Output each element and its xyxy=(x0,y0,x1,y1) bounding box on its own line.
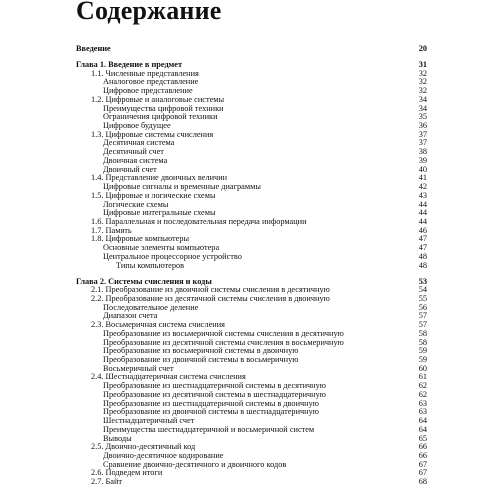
toc-entry-row[interactable] xyxy=(0,243,500,252)
toc-page-number: 66 xyxy=(418,450,427,460)
toc-page-number: 66 xyxy=(418,442,427,452)
toc-page-number: 37 xyxy=(418,129,427,139)
toc-entry-title: Диапазон счета xyxy=(103,311,158,321)
toc-page-number: 32 xyxy=(418,77,427,87)
toc-page-number: 44 xyxy=(418,208,427,218)
toc-page-number: 65 xyxy=(418,433,427,443)
toc-page-number: 68 xyxy=(418,477,427,487)
toc-entry-title: 2.6. Подведем итоги xyxy=(91,468,163,478)
toc-entry-title: Десятичная система xyxy=(103,138,175,148)
toc-page-number: 47 xyxy=(418,243,427,253)
toc-entry-row[interactable] xyxy=(0,399,500,408)
toc-entry-title: 1.7. Память xyxy=(91,225,132,235)
toc-entry-row[interactable] xyxy=(0,372,500,381)
toc-entry-title: Логические схемы xyxy=(103,199,169,209)
toc-entry-row[interactable] xyxy=(0,468,500,477)
toc-entry-row[interactable] xyxy=(0,234,500,243)
toc-page-number: 67 xyxy=(418,459,427,469)
toc-page-number: 59 xyxy=(418,355,427,365)
toc-entry-row[interactable] xyxy=(0,69,500,78)
toc-entry-row[interactable] xyxy=(0,95,500,104)
toc-entry-title: 1.2. Цифровые и аналоговые системы xyxy=(91,94,225,104)
toc-entry-title: 1.3. Цифровые системы счисления xyxy=(91,129,214,139)
toc-page-number: 48 xyxy=(418,251,427,261)
toc-entry-row[interactable] xyxy=(0,407,500,416)
toc-entry-row[interactable] xyxy=(0,104,500,113)
toc-entry-row[interactable] xyxy=(0,442,500,451)
toc-entry-title: Восьмеричный счет xyxy=(103,363,174,373)
toc-entry-title: 1.8. Цифровые компьютеры xyxy=(91,234,190,244)
toc-entry-row[interactable] xyxy=(0,147,500,156)
toc-page-number: 44 xyxy=(418,199,427,209)
toc-page-number: 42 xyxy=(418,182,427,192)
toc-page-number: 44 xyxy=(418,216,427,226)
toc-page-number: 43 xyxy=(418,190,427,200)
toc-page-number: 61 xyxy=(418,372,427,382)
toc-entry-row[interactable] xyxy=(0,217,500,226)
toc-entry-title: Глава 1. Введение в предмет xyxy=(76,60,183,69)
toc-entry-title: Цифровое будущее xyxy=(103,121,171,131)
toc-entry-title: Преобразование из восьмеричной системы в двоичную xyxy=(103,346,299,356)
toc-page-number: 56 xyxy=(418,302,427,312)
toc-entry-title: Шестнадцатеричный счет xyxy=(103,416,195,426)
toc-entry-row[interactable] xyxy=(0,252,500,261)
toc-entry-row[interactable] xyxy=(0,320,500,329)
toc-entry-row[interactable] xyxy=(0,381,500,390)
toc-page-number: 48 xyxy=(418,260,427,270)
page-title: Содержание xyxy=(76,0,222,25)
toc-entry-title: 1.5. Цифровые и логические схемы xyxy=(91,190,216,200)
toc-page-number: 37 xyxy=(418,138,427,148)
toc-page-number: 34 xyxy=(418,103,427,113)
toc-entry-row[interactable] xyxy=(0,416,500,425)
toc-entry-title: Преобразование из шестнадцатеричной системы в двоичную xyxy=(103,398,319,408)
toc-page-number: 63 xyxy=(418,398,427,408)
toc-entry-row[interactable] xyxy=(0,121,500,130)
toc-entry-title: Цифровые сигналы и временные диаграммы xyxy=(103,182,261,192)
toc-entry-row[interactable] xyxy=(0,156,500,165)
toc-entry-title: Десятичный счет xyxy=(103,147,164,157)
toc-entry-row[interactable] xyxy=(0,294,500,303)
toc-entry-title: Выводы xyxy=(103,433,132,443)
toc-page-number: 41 xyxy=(418,173,427,183)
toc-entry-row[interactable] xyxy=(0,425,500,434)
toc-page-number: 67 xyxy=(418,468,427,478)
toc-page-number: 57 xyxy=(418,320,427,330)
toc-entry-row[interactable] xyxy=(0,208,500,217)
toc-entry-title: 2.4. Шестнадцатеричная система счисления xyxy=(91,372,246,382)
toc-entry-title: Преобразование из двоичной системы в восьмеричную xyxy=(103,355,299,365)
toc-entry-row[interactable] xyxy=(0,311,500,320)
toc-page-number: 54 xyxy=(418,285,427,295)
toc-entry-title: 2.7. Байт xyxy=(91,477,123,487)
toc-page-number: 60 xyxy=(418,363,427,373)
toc-entry-title: Преобразование из десятичной системы счисления в восьмеричную xyxy=(103,337,344,347)
toc-page-number: 32 xyxy=(418,68,427,78)
toc-entry-row[interactable] xyxy=(0,346,500,355)
toc-chapter-row[interactable] xyxy=(0,277,500,286)
toc-chapter-row[interactable] xyxy=(0,60,500,69)
toc-page-number: 58 xyxy=(418,337,427,347)
toc-page-number: 46 xyxy=(418,225,427,235)
toc-entry-title: Двоичный счет xyxy=(103,164,157,174)
toc-entry-title: 2.2. Преобразование из десятичной системы счисления в двоичную xyxy=(91,294,330,303)
toc-entry-title: 1.4. Представление двоичных величин xyxy=(91,173,228,183)
toc-entry-row[interactable] xyxy=(0,173,500,182)
toc-page-number: 64 xyxy=(418,416,427,426)
toc-page-number: 62 xyxy=(418,389,427,399)
toc-page-number: 57 xyxy=(418,311,427,321)
toc-entry-row[interactable] xyxy=(0,303,500,312)
toc-entry-title: Преобразование из десятичной системы в шестнадцатеричную xyxy=(103,389,326,399)
toc-entry-title: Основные элементы компьютера xyxy=(103,243,220,253)
toc-page-number: 34 xyxy=(418,94,427,104)
toc-entry-row[interactable] xyxy=(0,77,500,86)
toc-entry-title: Преимущества цифровой техники xyxy=(103,103,224,113)
toc-entry-title: 1.1. Численные представления xyxy=(91,68,199,78)
toc-page-number: 62 xyxy=(418,381,427,391)
toc-entry-row[interactable] xyxy=(0,451,500,460)
toc-page-number: 20 xyxy=(418,44,427,53)
toc-page-number: 59 xyxy=(418,346,427,356)
toc-entry-row[interactable] xyxy=(0,355,500,364)
toc-page-number: 63 xyxy=(418,407,427,417)
toc-entry-row[interactable] xyxy=(0,261,500,270)
toc-page-number: 47 xyxy=(418,234,427,244)
toc-page-number: 53 xyxy=(418,276,427,286)
toc-entry-title: Преобразование из шестнадцатеричной системы в десятичную xyxy=(103,381,326,391)
toc-entry-row[interactable] xyxy=(0,390,500,399)
toc-entry-title: Двоично-десятичное кодирование xyxy=(103,450,224,460)
toc-entry-row[interactable] xyxy=(0,434,500,443)
toc-page-number: 64 xyxy=(418,424,427,434)
toc-entry-title: Преимущества шестнадцатеричной и восьмеричной систем xyxy=(103,424,315,434)
toc-entry-title: 2.3. Восьмеричная система счисления xyxy=(91,320,225,330)
toc-page-number: 55 xyxy=(418,294,427,303)
toc-page-number: 35 xyxy=(418,112,427,122)
toc-entry-title: Преобразование из восьмеричной системы счисления в десятичную xyxy=(103,328,344,338)
toc-entry-row[interactable] xyxy=(0,182,500,191)
toc-entry-row[interactable] xyxy=(0,364,500,373)
toc-entry-row[interactable] xyxy=(0,86,500,95)
toc-entry-title: 1.6. Параллельная и последовательная передача информации xyxy=(91,216,307,226)
toc-entry-row[interactable] xyxy=(0,285,500,294)
toc-page-number: 32 xyxy=(418,86,427,96)
toc-entry-title: Цифровое представление xyxy=(103,86,193,96)
toc-entry-title: Цифровые интегральные схемы xyxy=(103,208,216,218)
toc-entry-title: Типы компьютеров xyxy=(116,260,185,270)
toc-entry-title: Центральное процессорное устройство xyxy=(103,251,242,261)
toc-entry-title: Двоичная система xyxy=(103,155,168,165)
toc-page-number: 58 xyxy=(418,328,427,338)
toc-entry-title: Последовательное деление xyxy=(103,302,199,312)
toc-entry-row[interactable] xyxy=(0,138,500,147)
toc-page-number: 40 xyxy=(418,164,427,174)
toc-page-number: 36 xyxy=(418,121,427,131)
toc-entry-title: 2.1. Преобразование из двоичной системы счисления в десятичную xyxy=(91,285,330,295)
toc-chapter-row[interactable] xyxy=(0,44,500,53)
toc-page-number: 38 xyxy=(418,147,427,157)
toc-entry-row[interactable] xyxy=(0,112,500,121)
toc-entry-row[interactable] xyxy=(0,200,500,209)
toc-entry-row[interactable] xyxy=(0,130,500,139)
toc-entry-title: Введение xyxy=(76,44,111,53)
toc-entry-title: 2.5. Двоично-десятичный код xyxy=(91,442,196,452)
toc-entry-row[interactable] xyxy=(0,165,500,174)
toc-page-number: 39 xyxy=(418,155,427,165)
toc-entry-title: Аналоговое представление xyxy=(103,77,199,87)
toc-entry-title: Сравнение двоично-десятичного и двоичного кодов xyxy=(103,459,287,469)
toc-entry-row[interactable] xyxy=(0,460,500,469)
toc-entry-row[interactable] xyxy=(0,477,500,486)
toc-entry-row[interactable] xyxy=(0,226,500,235)
toc-entry-row[interactable] xyxy=(0,191,500,200)
toc-page-number: 31 xyxy=(418,60,427,69)
toc-entry-row[interactable] xyxy=(0,329,500,338)
toc-entry-title: Глава 2. Системы счисления и коды xyxy=(76,276,212,286)
toc-entry-title: Ограничения цифровой техники xyxy=(103,112,218,122)
toc-entry-title: Преобразование из двоичной системы в шестнадцатеричную xyxy=(103,407,319,417)
toc-entry-row[interactable] xyxy=(0,338,500,347)
